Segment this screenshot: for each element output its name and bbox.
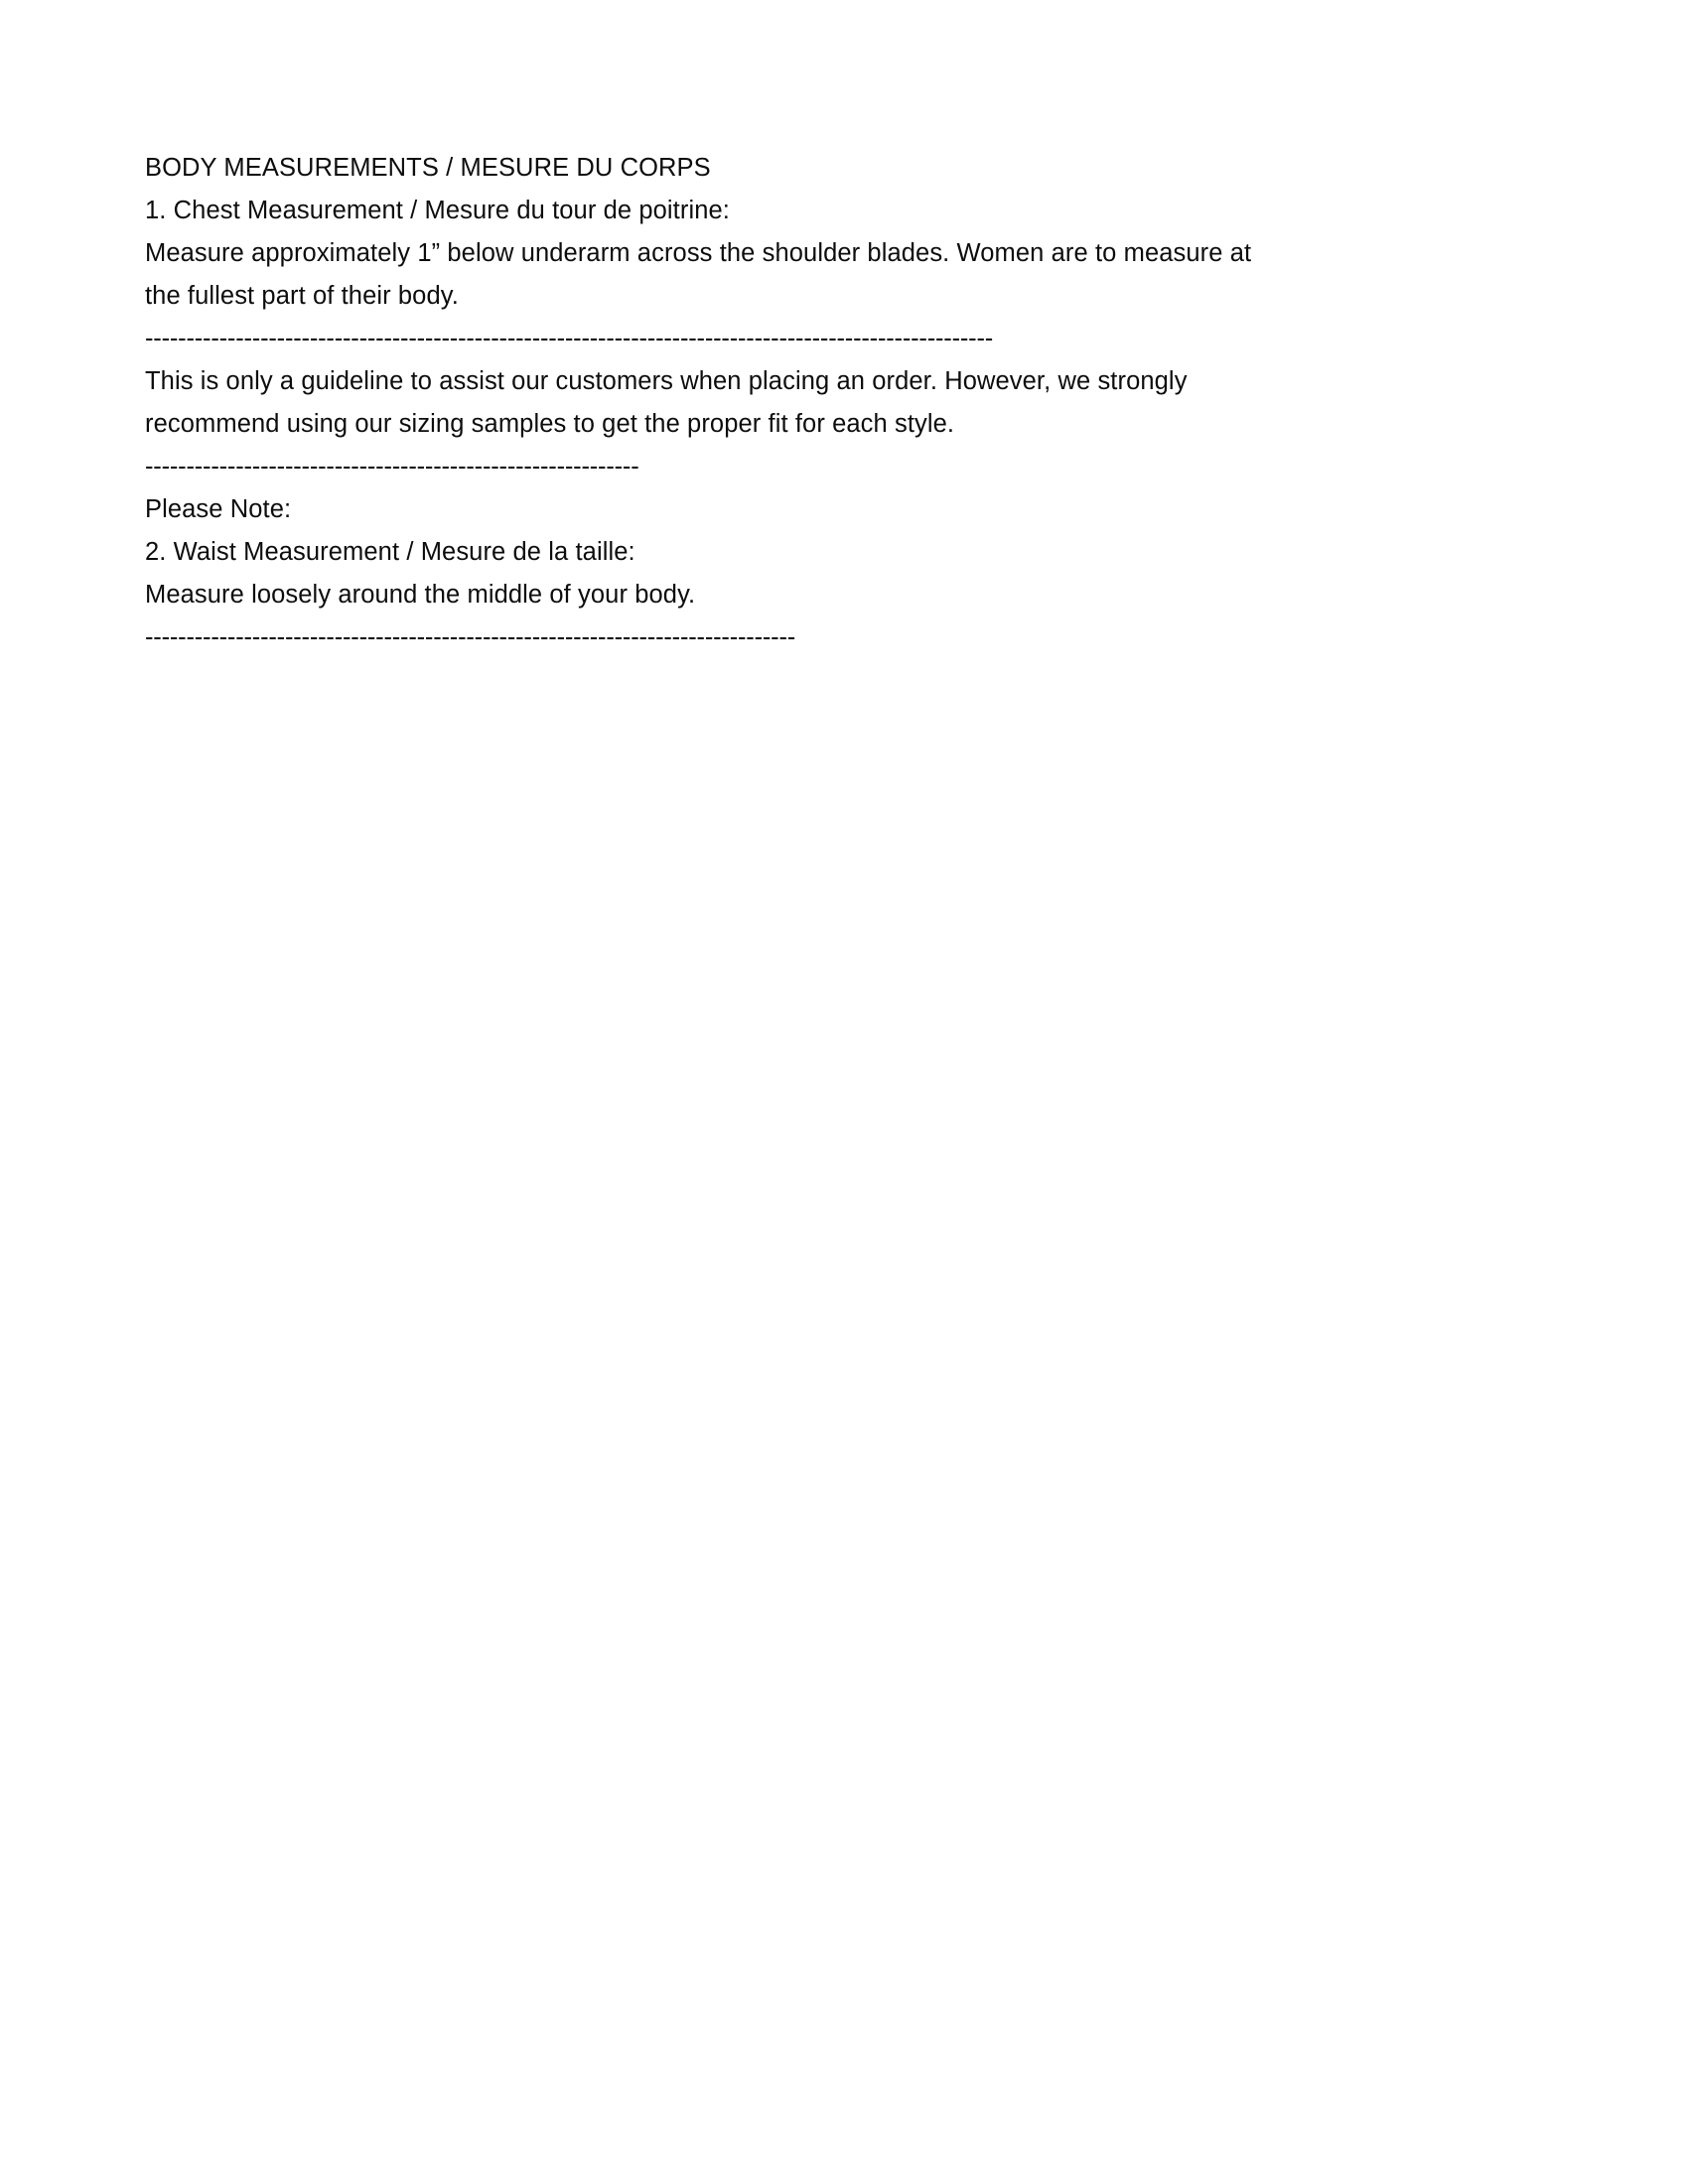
- guideline-text: This is only a guideline to assist our customers when placing an order. However, we strongly recommend using our sizing samples to get the proper fit for each style.: [145, 367, 1188, 438]
- divider-2: ------------------------------------------------------------: [145, 453, 639, 480]
- waist-measurement-text: Measure loosely around the middle of your body.: [145, 581, 696, 609]
- chest-measurement-text: Measure approximately 1” below underarm across the shoulder blades. Women are to measure at the fullest part of their body.: [145, 239, 1252, 310]
- page-title: BODY MEASUREMENTS / MESURE DU CORPS: [145, 154, 711, 182]
- document-body: [145, 147, 1436, 659]
- chest-measurement-label: 1. Chest Measurement / Mesure du tour de poitrine:: [145, 197, 730, 224]
- waist-measurement-label: 2. Waist Measurement / Mesure de la taille:: [145, 538, 635, 566]
- please-note-label: Please Note:: [145, 495, 292, 523]
- divider-1: -------------------------------------------------------------------------------------------------------: [145, 325, 994, 352]
- divider-3: -------------------------------------------------------------------------------: [145, 623, 796, 651]
